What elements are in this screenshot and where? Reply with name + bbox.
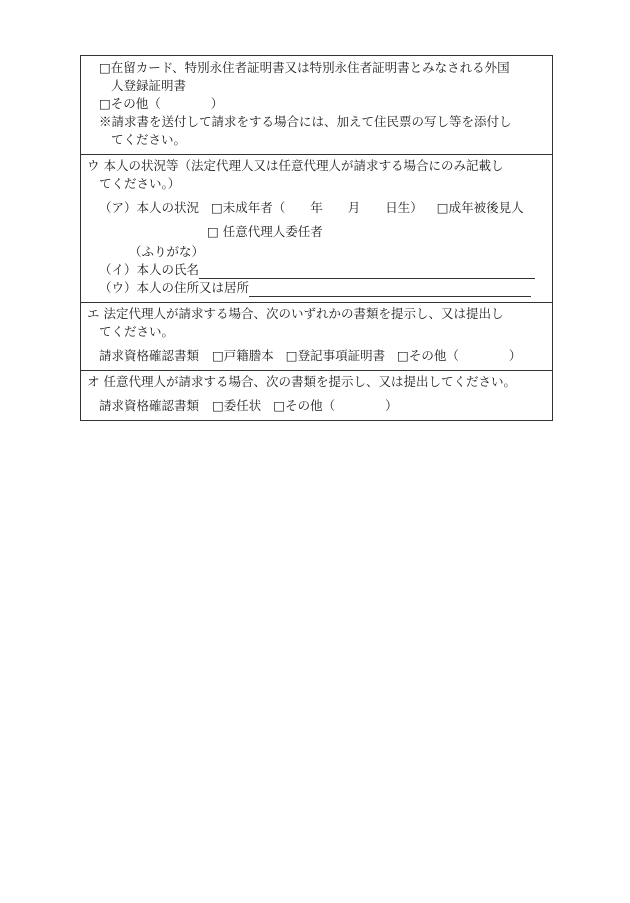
furigana-label: （ふりがな） bbox=[129, 244, 205, 259]
voluntary-representative-heading: オ 任意代理人が請求する場合、次の書類を提示し、又は提出してください。 bbox=[87, 374, 516, 389]
principal-name-field[interactable] bbox=[199, 263, 535, 279]
other-document-checkbox[interactable]: □その他（ ） bbox=[273, 398, 398, 413]
qualification-documents-label: 請求資格確認書類 bbox=[99, 348, 200, 363]
form-table bbox=[80, 55, 553, 421]
family-register-checkbox[interactable]: □戸籍謄本 bbox=[211, 348, 274, 363]
power-of-attorney-checkbox[interactable]: □委任状 bbox=[211, 398, 262, 413]
adult-ward-checkbox[interactable]: □成年被後見人 bbox=[436, 200, 524, 215]
principal-status-heading-continued: てください。） bbox=[99, 176, 181, 191]
voluntary-representative-section bbox=[81, 370, 552, 420]
mail-request-note: ※請求書を送付して請求をする場合には、加えて住民票の写し等を添付し bbox=[99, 114, 512, 129]
identity-documents-section bbox=[81, 56, 552, 154]
minor-checkbox[interactable]: □未成年者（ 年 月 日生） bbox=[210, 200, 423, 215]
principal-address-row bbox=[87, 279, 546, 297]
principal-status-heading: ウ 本人の状況等（法定代理人又は任意代理人が請求する場合にのみ記載し bbox=[87, 158, 504, 173]
residence-card-checkbox-continued: 人登録証明書 bbox=[111, 78, 187, 93]
mail-request-note-continued: てください。 bbox=[111, 132, 187, 147]
principal-name-row bbox=[87, 261, 546, 279]
principal-status-row bbox=[87, 199, 546, 217]
principal-status-section bbox=[81, 154, 552, 302]
legal-representative-section bbox=[81, 302, 552, 370]
principal-name-label: （イ）本人の氏名 bbox=[99, 262, 200, 277]
qualification-documents-label: 請求資格確認書類 bbox=[99, 398, 200, 413]
principal-status-label: （ア）本人の状況 bbox=[99, 200, 200, 215]
legal-representative-documents-row bbox=[87, 347, 546, 365]
proxy-principal-checkbox[interactable]: □ 任意代理人委任者 bbox=[207, 224, 323, 239]
registry-certificate-checkbox[interactable]: □登記事項証明書 bbox=[285, 348, 386, 363]
voluntary-representative-documents-row bbox=[87, 397, 546, 415]
legal-representative-heading-continued: てください。 bbox=[99, 324, 175, 339]
principal-address-field[interactable] bbox=[249, 281, 531, 297]
other-document-checkbox[interactable]: □その他（ ） bbox=[397, 348, 522, 363]
legal-representative-heading: エ 法定代理人が請求する場合、次のいずれかの書類を提示し、又は提出し bbox=[87, 306, 504, 321]
residence-card-checkbox[interactable]: □在留カード、特別永住者証明書又は特別永住者証明書とみなされる外国 bbox=[99, 60, 510, 75]
principal-address-label: （ウ）本人の住所又は居所 bbox=[99, 280, 250, 295]
other-document-checkbox[interactable]: □その他（ ） bbox=[99, 96, 224, 111]
